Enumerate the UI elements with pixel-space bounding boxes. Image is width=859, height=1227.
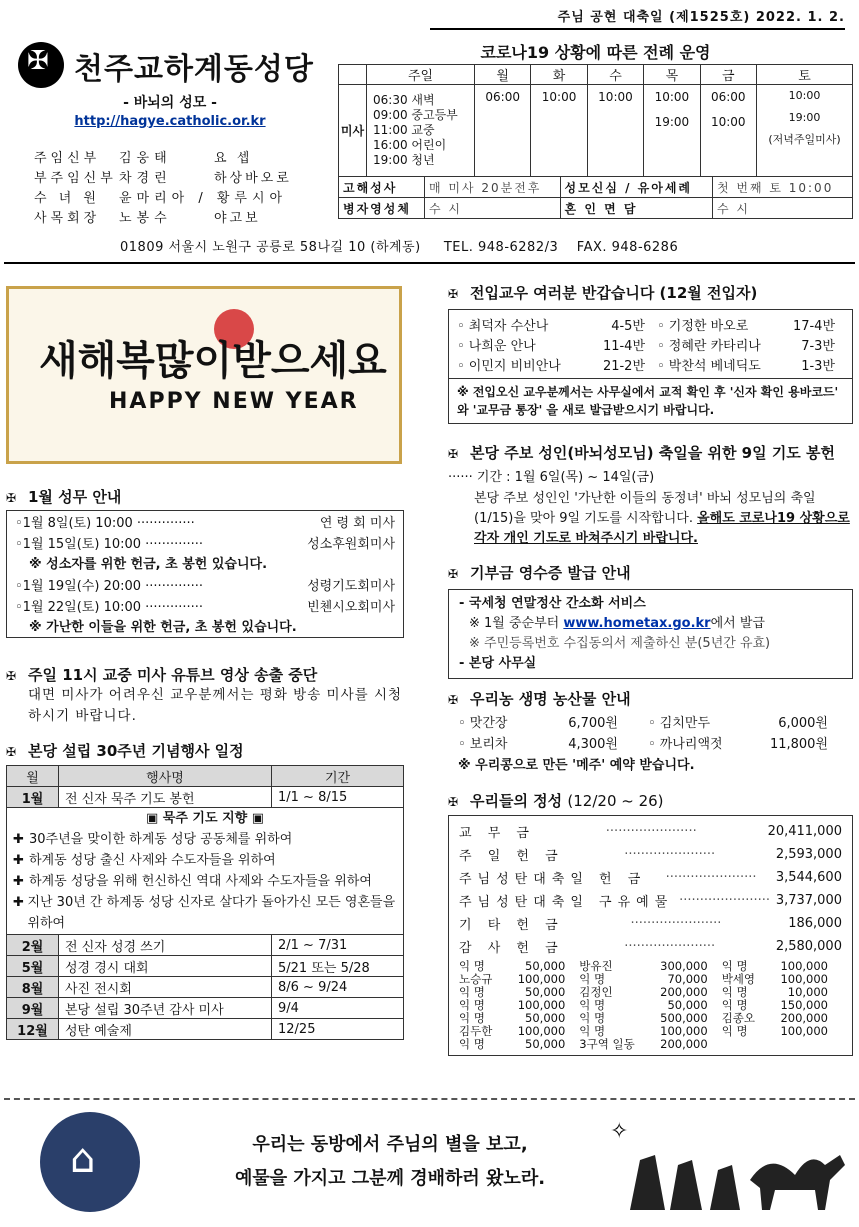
donor-cell: 익 명 <box>721 998 748 1012</box>
sched-event: 성령기도회미사 <box>307 579 395 594</box>
newc-row <box>457 354 844 374</box>
newc-cell: 21-2반 <box>602 358 645 374</box>
sacrament-table <box>338 176 853 219</box>
staff-name: 차경린 <box>119 170 172 186</box>
sacrament-value: 첫 번째 토 10:00 <box>712 177 852 198</box>
fin-row <box>459 843 842 866</box>
tax-line: ※ 1월 중순부터 <box>469 616 564 631</box>
donor-cell: 50,000 <box>525 1011 566 1025</box>
farm-cell: ◦ 까나리액젓 <box>648 737 723 752</box>
farm-row <box>458 734 853 755</box>
sched-date: ◦1월 19일(수) 20:00 ·············· <box>15 579 204 594</box>
farm-cell: 11,800원 <box>769 737 828 752</box>
donor-cell: 박세영 <box>721 972 756 986</box>
newc-list <box>448 309 853 379</box>
day-header: 월 <box>475 65 531 85</box>
nativity-icon: ⌂ <box>40 1112 140 1212</box>
tax-line: ※ 주민등록번호 수집동의서 제출하신 분(5년간 유효) <box>469 636 771 651</box>
anniv-row <box>7 935 404 956</box>
anniv-month: 2월 <box>7 935 59 956</box>
staff-name: 김웅태 <box>119 150 172 166</box>
donor-cell: 익 명 <box>721 959 748 973</box>
anniv-period: 2/1 ~ 7/31 <box>272 935 404 956</box>
donor-cell: 노승규 <box>459 972 493 986</box>
donor-cell: 300,000 <box>660 959 708 973</box>
sched-row <box>7 595 403 616</box>
donor-cell: 익 명 <box>459 1011 485 1025</box>
fin-dots: ······················ <box>665 870 757 885</box>
fin-dots: ······················ <box>605 824 697 839</box>
tax-line: - 본당 사무실 <box>459 656 537 671</box>
newc-cell: 11-4반 <box>602 338 645 354</box>
col-header: 기간 <box>272 766 404 787</box>
thu-times: 10:00 19:00 <box>644 85 700 177</box>
donor-cell: 100,000 <box>517 1024 566 1038</box>
wed-times: 10:00 <box>587 85 643 177</box>
anniv-period: 8/6 ~ 9/24 <box>272 977 404 998</box>
newc-row <box>457 314 844 334</box>
fin-label: 교 무 금 <box>459 826 535 841</box>
anniv-row <box>7 998 404 1019</box>
anniv-month: 12월 <box>7 1019 59 1040</box>
farm-cell: 6,000원 <box>778 716 828 731</box>
novena-body-emph: 올해도 코로나19 상황으로 각자 개인 기도로 바쳐주시기 바랍니다. <box>474 511 850 546</box>
sacrament-value: 수 시 <box>424 198 560 219</box>
sched-heading <box>6 486 404 507</box>
donor-cell: 익 명 <box>579 1011 606 1025</box>
staff-list <box>34 146 314 226</box>
donor-cell: 10,000 <box>787 985 828 999</box>
farm-cell: ◦ 맛간장 <box>458 716 508 731</box>
staff-name: 노봉수 <box>119 210 172 226</box>
plus-icon: ✚ <box>13 853 24 868</box>
newc-cell: ◦ 정혜란 카타리나 <box>657 338 761 354</box>
donor-cell: 익 명 <box>459 998 485 1012</box>
anniv-event: 사진 전시회 <box>59 977 272 998</box>
cross-logo-icon: ✠ <box>18 42 64 88</box>
donor-cell: 150,000 <box>780 998 828 1012</box>
fin-value: 186,000 <box>788 916 842 931</box>
farm-title: 우리농 생명 농산물 안내 <box>470 690 631 708</box>
donor-cell: 100,000 <box>517 972 566 986</box>
tax-line: 에서 발급 <box>710 616 765 631</box>
anniv-period: 5/21 또는 5/28 <box>272 956 404 977</box>
farm-note: ※ 우리콩으로 만든 '메주' 예약 받습니다. <box>458 758 695 773</box>
intent-item <box>13 829 397 850</box>
fin-dots: ······················ <box>679 893 771 908</box>
verse-line: 우리는 동방에서 주님의 별을 보고, <box>252 1134 528 1155</box>
section-mark-icon: ✠ <box>448 693 459 707</box>
banner-greeting: 새해복많이받으세요 <box>39 337 387 384</box>
offering-section <box>448 790 853 1056</box>
divider <box>4 262 855 264</box>
anniv-event: 성탄 예술제 <box>59 1019 272 1040</box>
sat-times: 10:00 19:00 (저녁주일미사) <box>757 85 853 177</box>
donor-cell: 김두한 <box>459 1024 493 1038</box>
yt-body: 대면 미사가 어려우신 교우분께서는 평화 방송 미사를 시청하시기 바랍니다. <box>28 687 403 724</box>
sched-date: ◦1월 22일(토) 10:00 ·············· <box>15 600 204 615</box>
staff-row <box>34 166 314 186</box>
intent-text: 하계동 성당 출신 사제와 수도자들을 위하여 <box>29 853 276 868</box>
newc-cell: 4-5반 <box>611 318 645 334</box>
donor-cell: 익 명 <box>721 1024 748 1038</box>
rosary-intents <box>7 808 404 935</box>
donor-cell: 김정인 <box>579 985 613 999</box>
section-mark-icon: ✠ <box>6 745 17 759</box>
farm-cell: 4,300원 <box>568 737 618 752</box>
magi-camel-icon <box>610 1120 850 1215</box>
plus-icon: ✚ <box>13 874 24 889</box>
sacrament-label: 병자영성체 <box>339 198 425 219</box>
plus-icon: ✚ <box>13 895 24 910</box>
day-header: 금 <box>700 65 756 85</box>
anniv-event: 전 신자 성경 쓰기 <box>59 935 272 956</box>
fin-label: 주님성탄대축일 구유예물 <box>459 895 674 910</box>
staff-baptismal-name: 요 셉 <box>214 150 253 166</box>
divider <box>4 1098 855 1100</box>
donor-cell: 100,000 <box>780 1024 828 1038</box>
anniv-row <box>7 956 404 977</box>
intent-item <box>13 892 397 934</box>
anniv-month: 5월 <box>7 956 59 977</box>
donor-cell: 50,000 <box>667 998 708 1012</box>
star-icon: ✧ <box>610 1120 629 1144</box>
mass-table <box>338 64 853 177</box>
newc-cell: 7-3반 <box>801 338 835 354</box>
donor-cell: 익 명 <box>459 959 485 973</box>
donor-cell: 200,000 <box>660 985 708 999</box>
farm-cell: ◦ 김치만두 <box>648 716 711 731</box>
farm-cell: ◦ 보리차 <box>458 737 508 752</box>
donor-cell: 50,000 <box>525 959 566 973</box>
fri-times: 06:00 10:00 <box>700 85 756 177</box>
donor-cell: 50,000 <box>525 985 566 999</box>
newc-cell: ◦ 박찬석 베네딕도 <box>657 358 761 374</box>
donor-cell: 익 명 <box>579 998 606 1012</box>
donor-cell: 100,000 <box>660 1024 708 1038</box>
anniv-period: 9/4 <box>272 998 404 1019</box>
newc-row <box>457 334 844 354</box>
mass-title: 코로나19 상황에 따른 전례 운영 <box>480 43 711 62</box>
fin-dots: ······················ <box>624 847 716 862</box>
fin-range: (12/20 ~ 26) <box>567 792 664 810</box>
fin-row <box>459 866 842 889</box>
donor-cell: 50,000 <box>525 1037 566 1051</box>
intent-text: 하계동 성당을 위해 헌신하신 역대 사제와 수도자들을 위하여 <box>29 874 372 889</box>
anniv-event: 전 신자 묵주 기도 봉헌 <box>59 787 272 808</box>
day-header: 주일 <box>367 65 475 85</box>
novena-title: 본당 주보 성인(바뇌성모님) 축일을 위한 9일 기도 봉헌 <box>470 444 835 462</box>
fin-value: 20,411,000 <box>767 824 842 839</box>
anniv-title: 본당 설립 30주년 기념행사 일정 <box>28 742 244 760</box>
fin-dots: ······················ <box>624 939 716 954</box>
newc-cell: ◦ 이민지 비비안나 <box>457 358 561 374</box>
fin-row <box>459 889 842 912</box>
address-line: 01809 서울시 노원구 공릉로 58나길 10 (하계동) TEL. 948-6282/3 FAX. 948-6286 <box>120 240 679 255</box>
banner-english: HAPPY NEW YEAR <box>109 389 359 414</box>
staff-row <box>34 206 314 226</box>
donor-cell: 익 명 <box>721 985 748 999</box>
fin-row <box>459 935 842 958</box>
section-mark-icon: ✠ <box>6 669 17 683</box>
anniv-row <box>7 977 404 998</box>
col-header: 월 <box>7 766 59 787</box>
tax-title: 기부금 영수증 발급 안내 <box>470 564 631 582</box>
col-header: 행사명 <box>59 766 272 787</box>
intent-item <box>13 871 397 892</box>
section-mark-icon: ✠ <box>448 447 459 461</box>
fin-value: 3,737,000 <box>775 893 842 908</box>
fin-label: 주님성탄대축일 헌 금 <box>459 872 647 887</box>
farm-section <box>448 688 853 776</box>
hometax-link[interactable]: www.hometax.go.kr <box>563 616 711 631</box>
day-header: 목 <box>644 65 700 85</box>
intent-text: 지난 30년 간 하계동 성당 신자로 살다가 돌아가신 모든 영혼들을 위하여 <box>27 895 396 931</box>
newc-cell: 17-4반 <box>792 318 835 334</box>
donor-cell: 방유진 <box>579 959 613 973</box>
tax-box <box>448 589 853 679</box>
staff-baptismal-name: 야고보 <box>214 210 261 226</box>
staff-row <box>34 186 314 206</box>
sched-row <box>7 574 403 595</box>
staff-name: 윤마리아 / 황루시아 <box>119 190 288 206</box>
section-mark-icon: ✠ <box>6 491 17 505</box>
staff-baptismal-name: 하상바오로 <box>214 170 292 186</box>
section-mark-icon: ✠ <box>448 567 459 581</box>
sched-title: 1월 성무 안내 <box>28 488 122 506</box>
fin-box <box>448 815 853 1056</box>
sacrament-value: 수 시 <box>712 198 852 219</box>
sched-box <box>6 510 404 638</box>
section-mark-icon: ✠ <box>448 795 459 809</box>
fin-row <box>459 820 842 843</box>
day-header: 토 <box>757 65 853 85</box>
intent-item <box>13 850 397 871</box>
sched-date: ◦1월 8일(토) 10:00 ·············· <box>15 516 195 531</box>
mon-times: 06:00 <box>475 85 531 177</box>
verse-line: 예물을 가지고 그분께 경배하러 왔노라. <box>234 1168 546 1189</box>
staff-role: 부주임신부 <box>34 170 117 186</box>
anniv-month: 1월 <box>7 787 59 808</box>
day-header: 수 <box>587 65 643 85</box>
tue-times: 10:00 <box>531 85 587 177</box>
anniv-event: 본당 설립 30주년 감사 미사 <box>59 998 272 1019</box>
day-header: 화 <box>531 65 587 85</box>
footer-verse <box>180 1128 600 1196</box>
anniversary-section <box>6 740 404 1040</box>
sched-row <box>7 511 403 532</box>
donor-cell: 3구역 일동 <box>579 1037 635 1051</box>
website-link[interactable]: http://hagye.catholic.or.kr <box>74 114 266 129</box>
section-mark-icon: ✠ <box>448 287 459 301</box>
donor-cell: 100,000 <box>780 972 828 986</box>
fin-title: 우리들의 정성 <box>470 792 563 810</box>
staff-role: 주임신부 <box>34 150 101 166</box>
fin-label: 감 사 헌 금 <box>459 941 564 956</box>
sacrament-label: 성모신심 / 유아세례 <box>560 177 712 198</box>
intent-text: 30주년을 맞이한 하계동 성당 공동체를 위하여 <box>29 832 293 847</box>
donor-cell: 70,000 <box>667 972 708 986</box>
donor-cell: 200,000 <box>780 1011 828 1025</box>
anniv-row <box>7 1019 404 1040</box>
sched-date: ◦1월 15일(토) 10:00 ·············· <box>15 537 204 552</box>
newc-cell: ◦ 기정한 바오로 <box>657 318 749 334</box>
newc-note: ※ 전입오신 교우분께서는 사무실에서 교적 확인 후 '신자 확인 용바코드' 와 '교무금 통장' 을 새로 발급받으시기 바랍니다. <box>448 378 853 424</box>
fin-value: 3,544,600 <box>775 870 842 885</box>
sacrament-value: 매 미사 20분전후 <box>424 177 560 198</box>
church-name: 천주교하계동성당 <box>74 52 314 87</box>
sunday-times: 06:30 새벽 09:00 중고등부 11:00 교중 16:00 어린이 19:00 청년 <box>367 85 475 177</box>
sacrament-label: 혼 인 면 담 <box>560 198 712 219</box>
plus-icon: ✚ <box>13 832 24 847</box>
newc-cell: ◦ 최덕자 수산나 <box>457 318 549 334</box>
novena-period: ······ 기간 : 1월 6일(목) ~ 14일(금) <box>448 470 655 485</box>
farm-row <box>458 713 853 734</box>
sched-note: ※ 성소자를 위한 헌금, 초 봉헌 있습니다. <box>29 557 268 572</box>
new-year-banner <box>6 286 402 464</box>
donor-cell: 익 명 <box>579 1024 606 1038</box>
sched-event: 성소후원회미사 <box>307 537 395 552</box>
anniv-period: 1/1 ~ 8/15 <box>272 787 404 808</box>
fin-label: 주 일 헌 금 <box>459 849 564 864</box>
newc-cell: 1-3반 <box>801 358 835 374</box>
yt-title: 주일 11시 교중 미사 유튜브 영상 송출 중단 <box>28 666 318 684</box>
tax-section <box>448 562 853 679</box>
fin-dots: ······················ <box>630 916 722 931</box>
anniv-period: 12/25 <box>272 1019 404 1040</box>
mass-schedule <box>338 40 853 219</box>
donor-cell: 100,000 <box>780 959 828 973</box>
fin-row <box>459 912 842 935</box>
mass-label: 미사 <box>339 85 367 177</box>
donor-cell <box>722 1038 768 1051</box>
sched-note: ※ 가난한 이들을 위한 헌금, 초 봉헌 있습니다. <box>29 620 297 635</box>
sched-event: 빈첸시오회미사 <box>307 600 395 615</box>
youtube-notice <box>6 664 406 727</box>
anniv-table <box>6 765 404 1040</box>
donor-cell: 익 명 <box>459 985 485 999</box>
donor-cell: 익 명 <box>579 972 606 986</box>
anniv-event: 성경 경시 대회 <box>59 956 272 977</box>
newc-cell: ◦ 나희운 안나 <box>457 338 536 354</box>
farm-cell: 6,700원 <box>568 716 618 731</box>
subtitle: - 바뇌의 성모 - <box>123 95 217 111</box>
fin-label: 기 타 헌 금 <box>459 918 564 933</box>
donor-cell: 500,000 <box>660 1011 708 1025</box>
staff-role: 사목회장 <box>34 210 101 226</box>
fin-value: 2,593,000 <box>775 847 842 862</box>
sched-event: 연 령 회 미사 <box>319 516 395 531</box>
newcomers-section <box>448 282 853 424</box>
newc-title: 전입교우 여러분 반갑습니다 (12월 전입자) <box>470 284 758 302</box>
intent-title: ▣ 묵주 기도 지향 ▣ <box>145 811 265 826</box>
donor-cell <box>768 1038 842 1051</box>
donor-cell: 200,000 <box>660 1037 708 1051</box>
anniv-month: 8월 <box>7 977 59 998</box>
staff-role: 수 녀 원 <box>34 190 100 206</box>
anniv-month: 9월 <box>7 998 59 1019</box>
novena-body: 본당 주보 성인인 '가난한 이들의 동정녀' 바뇌 성모님의 축일(1/15)을 맞아 9일 기도를 시작합니다. <box>474 491 816 526</box>
sacrament-label: 고해성사 <box>339 177 425 198</box>
donor-cell: 익 명 <box>459 1037 485 1051</box>
issue-line: 주님 공현 대축일 (제1525호) 2022. 1. 2. <box>430 6 845 30</box>
novena-section <box>448 442 853 549</box>
staff-row <box>34 146 314 166</box>
sched-row <box>7 532 403 553</box>
donor-cell: 100,000 <box>517 998 566 1012</box>
church-logo <box>18 42 318 86</box>
donor-cell: 김종오 <box>721 1011 756 1025</box>
tax-line: - 국세청 연말정산 간소화 서비스 <box>459 596 646 611</box>
fin-value: 2,580,000 <box>775 939 842 954</box>
